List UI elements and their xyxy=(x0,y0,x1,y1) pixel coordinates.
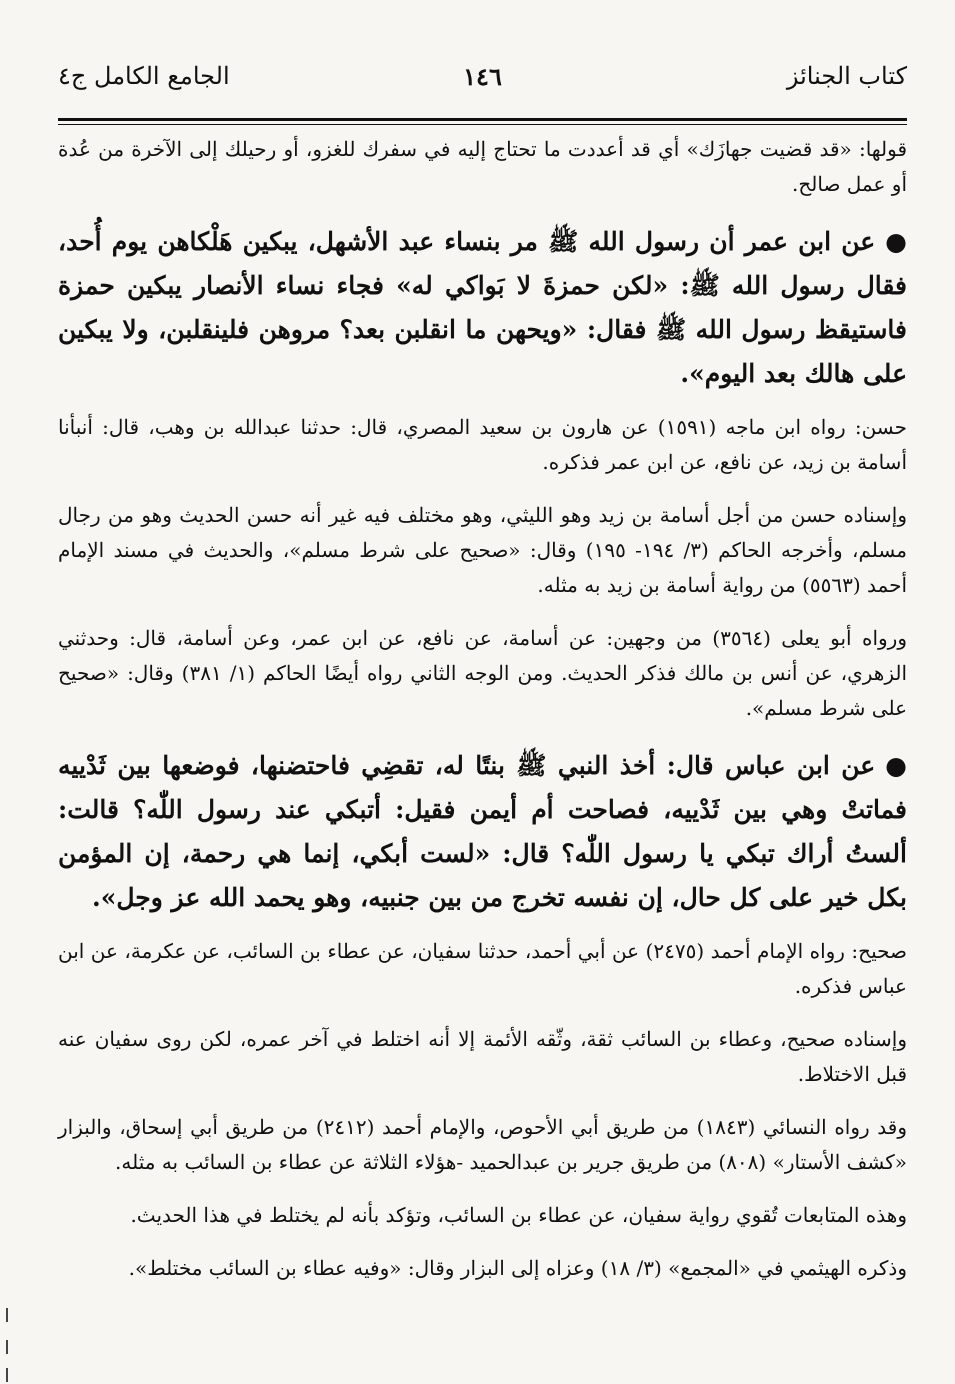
scan-margin-mark xyxy=(6,1308,8,1322)
bullet-icon: ● xyxy=(885,751,907,780)
paragraph-hadith xyxy=(58,744,907,920)
header-rule-thick xyxy=(58,118,907,121)
paragraph-commentary: قولها: «قد قضيت جهازَك» أي قد أعددت ما تحتاج إليه في سفرك للغزو، أو رحيلك إلى الآخرة من عُدة أو عمل صالح. xyxy=(58,137,907,196)
hadith-text: عن ابن عمر أن رسول الله ﷺ مر بنساء عبد الأشهل، يبكين هَلْكاهن يوم أُحد، فقال رسول الله ﷺ: «لكن حمزةَ لا بَواكي له» فجاء نساء الأنصار يبكين حمزة فاستيقظ رسول الله ﷺ فقال: «ويحهن ما انقلبن بعد؟ مروهن فلينقلبن، ولا يبكين على هالك بعد اليوم». xyxy=(58,227,907,388)
chapter-title: كتاب الجنائز xyxy=(786,62,907,90)
page-body xyxy=(58,132,907,1304)
book-title: الجامع الكامل ج٤ xyxy=(58,62,230,90)
paragraph-takhrij: وإسناده صحيح، وعطاء بن السائب ثقة، وثّقه الأئمة إلا أنه اختلط في آخر عمره، لكن روى سفيان عنه قبل الاختلاط. xyxy=(58,1027,907,1086)
bullet-icon: ● xyxy=(885,227,907,256)
paragraph-takhrij: صحيح: رواه الإمام أحمد (٢٤٧٥) عن أبي أحمد، حدثنا سفيان، عن عطاء بن السائب، عن عكرمة، عن ابن عباس فذكره. xyxy=(58,939,907,998)
paragraph-takhrij: وهذه المتابعات تُقوي رواية سفيان، عن عطاء بن السائب، وتؤكد بأنه لم يختلط في هذا الحديث. xyxy=(130,1203,907,1227)
scan-margin-mark xyxy=(6,1368,8,1382)
paragraph-hadith xyxy=(58,220,907,396)
running-header xyxy=(58,62,907,106)
paragraph-takhrij: وقد رواه النسائي (١٨٤٣) من طريق أبي الأحوص، والإمام أحمد (٢٤١٢) من طريق أبي إسحاق، والبزار «كشف الأستار» (٨٠٨) من طريق جرير بن عبدالحميد -هؤلاء الثلاثة عن عطاء بن السائب به مثله. xyxy=(58,1115,907,1174)
paragraph-takhrij: وإسناده حسن من أجل أسامة بن زيد وهو الليثي، وهو مختلف فيه غير أنه حسن الحديث وهو من رجال مسلم، وأخرجه الحاكم (٣/ ١٩٤- ١٩٥) وقال: «صحيح على شرط مسلم»، والحديث في مسند الإمام أحمد (٥٥٦٣) من رواية أسامة بن زيد به مثله. xyxy=(58,503,907,597)
scan-margin-mark xyxy=(6,1340,8,1354)
page-number: ١٤٦ xyxy=(463,62,502,91)
hadith-text: عن ابن عباس قال: أخذ النبي ﷺ بنتًا له، تقضِي فاحتضنها، فوضعها بين ثَدْييه فماتتْ وهي بين ثَدْييه، فصاحت أم أيمن فقيل: أتبكي عند رسول اللّٰه؟ قالت: ألستُ أراك تبكي يا رسول اللّٰه؟ قال: «لست أبكي، إنما هي رحمة، إن المؤمن بكل خير على كل حال، إن نفسه تخرج من بين جنبيه، وهو يحمد الله عز وجل». xyxy=(58,751,907,912)
header-rule-thin xyxy=(58,124,907,125)
paragraph-takhrij: حسن: رواه ابن ماجه (١٥٩١) عن هارون بن سعيد المصري، قال: حدثنا عبدالله بن وهب، قال: أنبأنا أسامة بن زيد، عن نافع، عن ابن عمر فذكره. xyxy=(58,415,907,474)
paragraph-takhrij: وذكره الهيثمي في «المجمع» (٣/ ١٨) وعزاه إلى البزار وقال: «وفيه عطاء بن السائب مختلط». xyxy=(128,1256,907,1280)
paragraph-takhrij: ورواه أبو يعلى (٣٥٦٤) من وجهين: عن أسامة، عن نافع، عن ابن عمر، وعن أسامة، قال: وحدثني الزهري، عن أنس بن مالك فذكر الحديث. ومن الوجه الثاني رواه أيضًا الحاكم (١/ ٣٨١) وقال: «صحيح على شرط مسلم». xyxy=(58,626,907,720)
